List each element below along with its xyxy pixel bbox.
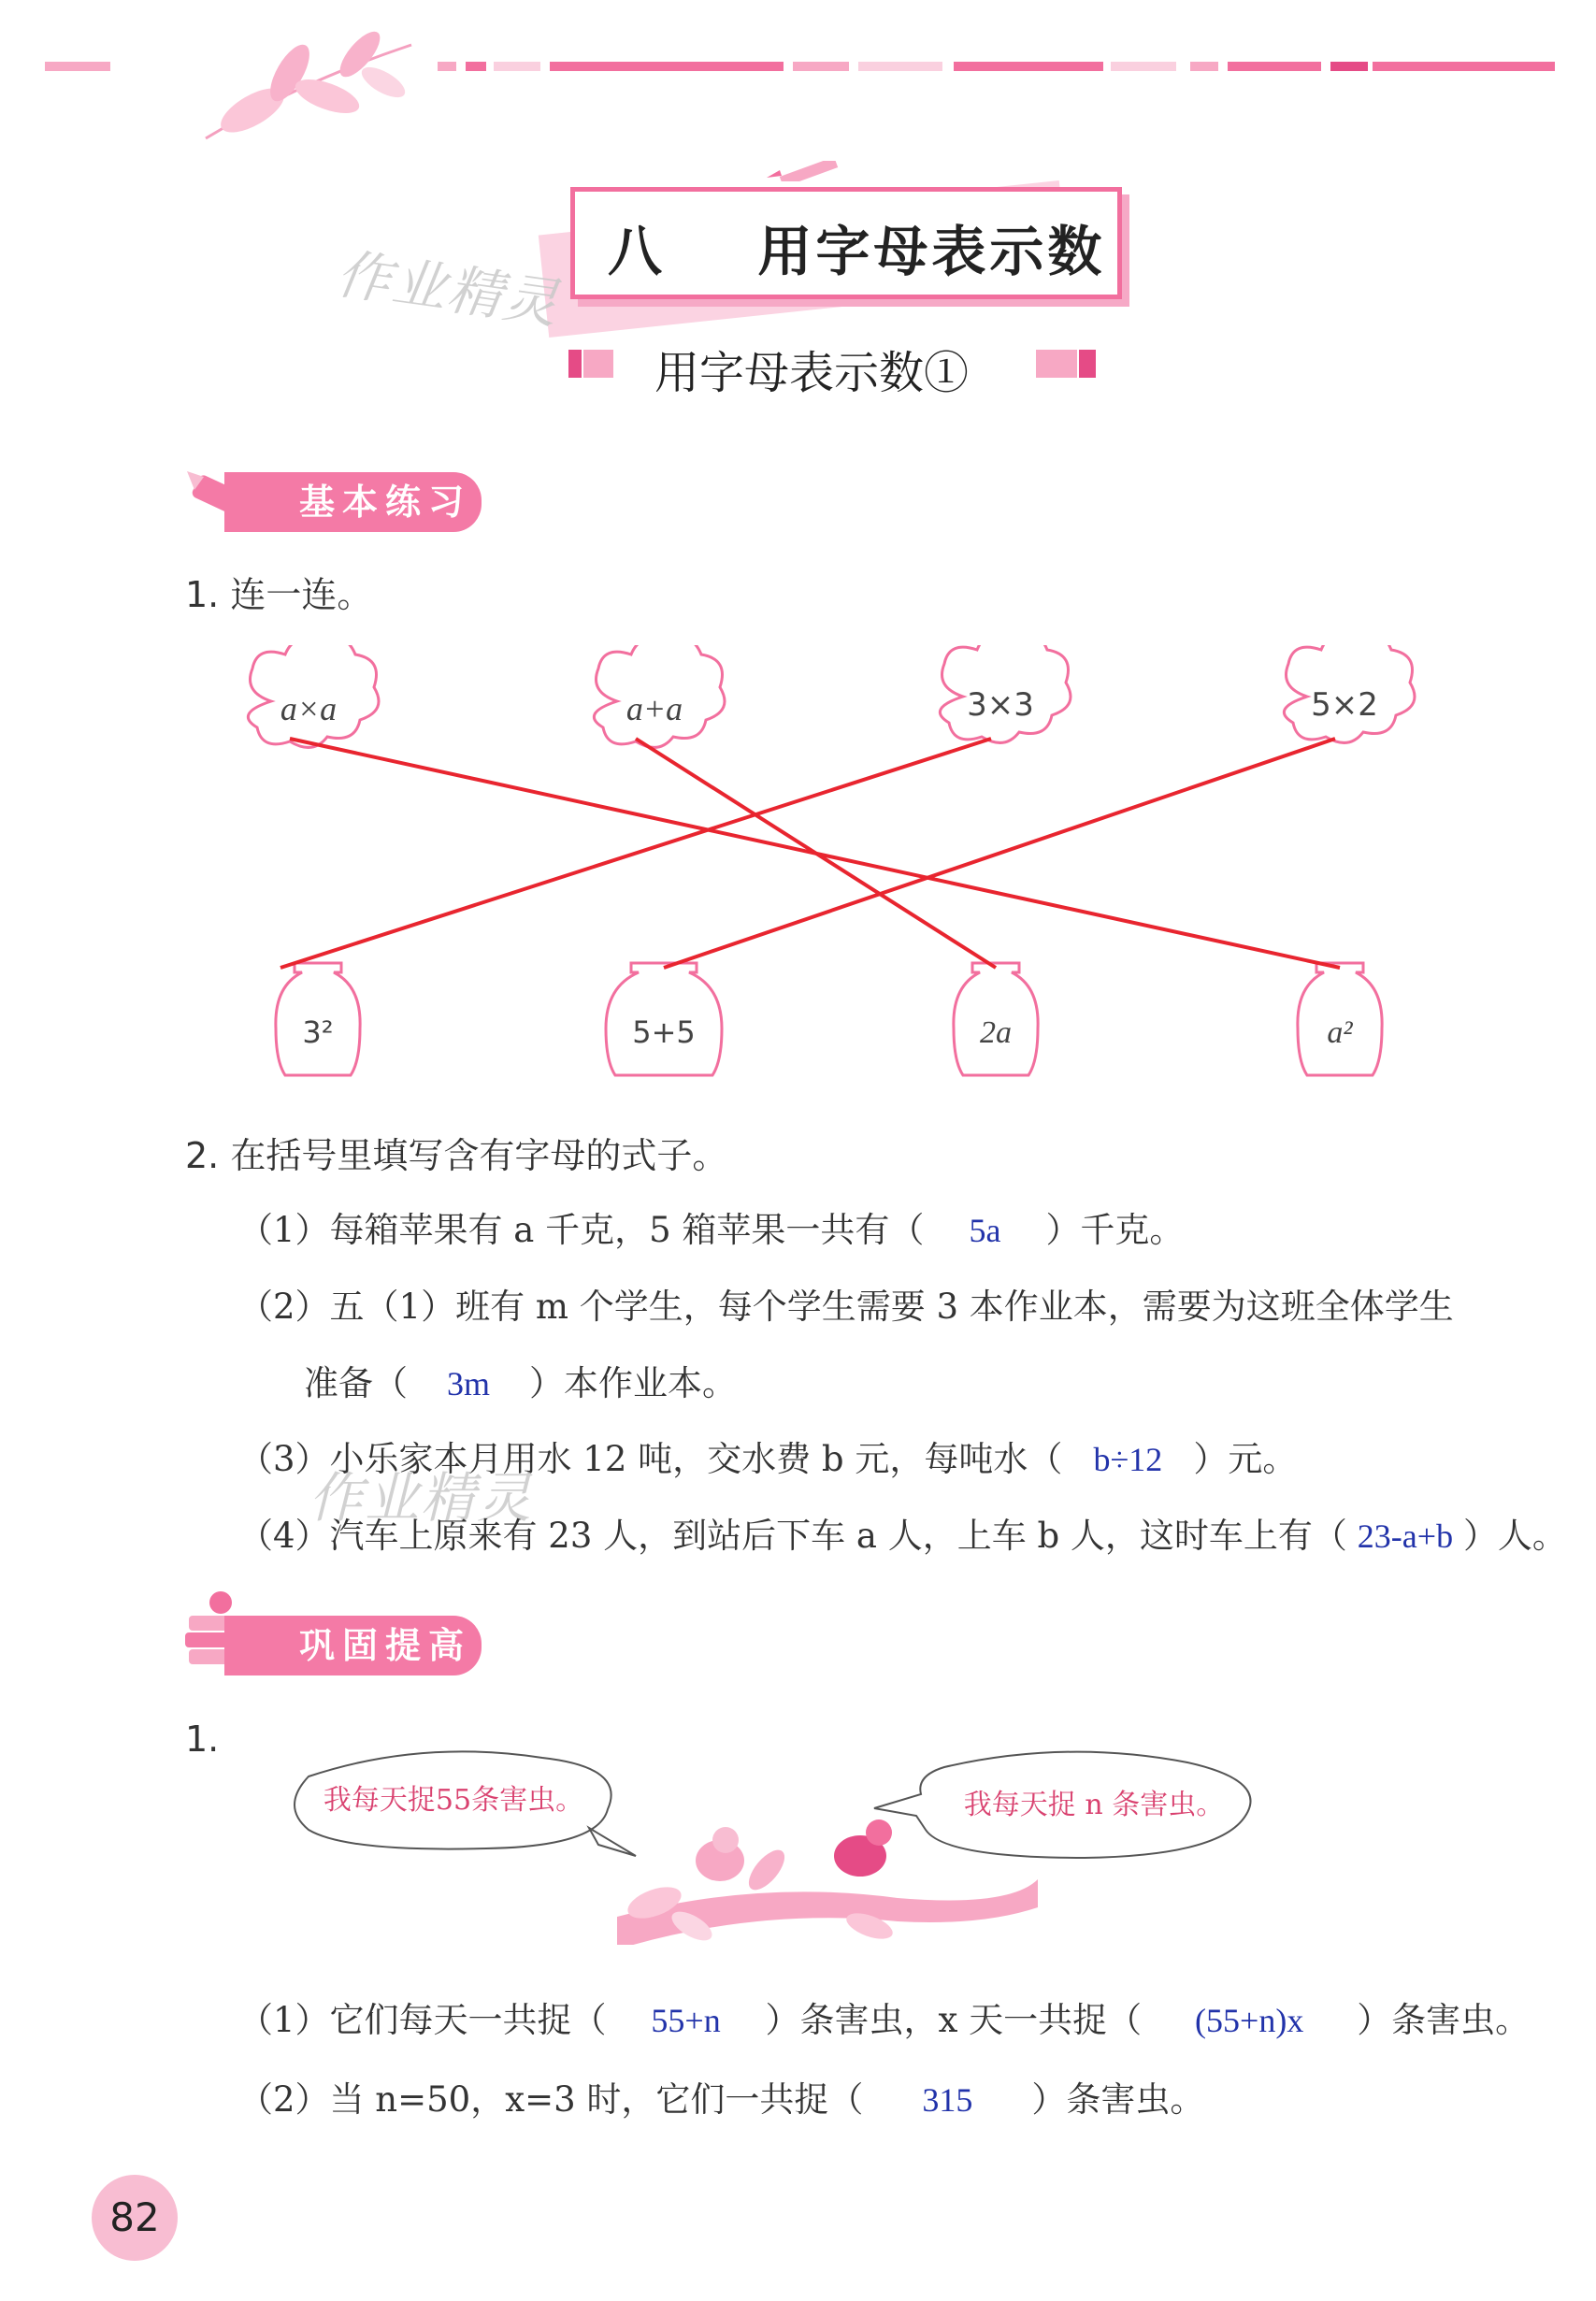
- top-item-2: a+a: [625, 690, 683, 727]
- vase-2a: [954, 963, 1038, 1075]
- top-item-3: 3×3: [967, 686, 1034, 724]
- birds-speech-illustration: [280, 1739, 1309, 1945]
- q1-label: 1. 连一连。: [185, 574, 373, 615]
- q2-item-2-end: ）本作业本。: [529, 1363, 737, 1403]
- q3-item-1-mid: ）条害虫，x 天一共捉（: [765, 2000, 1143, 2040]
- section-basic-practice: 基本练习: [224, 472, 482, 532]
- subtitle-marker-left: [568, 348, 613, 380]
- page-number: 82: [109, 2194, 160, 2240]
- q3-item-1: [238, 1992, 1530, 2042]
- q3-item-2-answer[interactable]: 315: [922, 2081, 973, 2119]
- top-item-1: a×a: [280, 690, 338, 727]
- top-item-4: 5×2: [1311, 686, 1378, 724]
- q2-item-2-cont-text: 准备（: [304, 1363, 408, 1403]
- q2-item-1-text: （1）每箱苹果有 a 千克，5 箱苹果一共有（: [238, 1210, 925, 1250]
- flower-5-times-2: [1284, 645, 1415, 742]
- subtitle: 用字母表示数①: [654, 347, 970, 399]
- connection-lines: [280, 739, 1340, 968]
- bottom-item-2: 5+5: [632, 1014, 696, 1050]
- q2-label: 2. 在括号里填写含有字母的式子。: [185, 1135, 728, 1176]
- bottom-item-3: 2a: [980, 1015, 1012, 1050]
- q2-item-2-cont: [304, 1355, 737, 1405]
- q3-item-1-answer-b[interactable]: (55+n)x: [1195, 2002, 1304, 2039]
- vase-5-plus-5: [606, 963, 722, 1075]
- q3-item-1-answer-a[interactable]: 55+n: [651, 2002, 721, 2039]
- q2-item-4-text: （4）汽车上原来有 23 人，到站后下车 a 人，上车 b 人，这时车上有（: [238, 1516, 1347, 1556]
- q2-item-3-end: ）元。: [1193, 1439, 1298, 1479]
- flower-3-times-3: [940, 645, 1071, 742]
- q2-item-3-text: （3）小乐家本月用水 12 吨，交水费 b 元，每吨水（: [238, 1439, 1063, 1479]
- q2-item-2-answer[interactable]: 3m: [446, 1365, 490, 1402]
- q3-item-2: [238, 2071, 1204, 2121]
- q2-item-2: （2）五（1）班有 m 个学生，每个学生需要 3 本作业本，需要为这班全体学生: [238, 1287, 1454, 1327]
- leaf-branch-decoration: [187, 17, 421, 157]
- q3-item-2-text: （2）当 n=50，x=3 时，它们一共捉（: [238, 2079, 864, 2120]
- q2-item-4-end: ）人。: [1462, 1516, 1567, 1556]
- q2-item-3-answer[interactable]: b÷12: [1093, 1441, 1163, 1478]
- chapter-number: 八: [608, 220, 667, 283]
- connection-line-3: [280, 739, 991, 968]
- q3-item-1-text: （1）它们每天一共捉（: [238, 2000, 607, 2040]
- chapter-title: [608, 208, 1105, 286]
- vase-3-squared: [276, 963, 360, 1075]
- vase-a-squared: [1298, 963, 1382, 1075]
- connection-line-4: [664, 739, 1335, 968]
- bubble-left-text: 我每天捉55条害虫。: [323, 1784, 584, 1817]
- q2-item-1-end: ）千克。: [1045, 1210, 1185, 1250]
- connection-line-2: [636, 739, 996, 968]
- chapter-title-text: 用字母表示数: [757, 220, 1106, 283]
- q3-item-1-end: ）条害虫。: [1357, 2000, 1531, 2040]
- watermark-top: 作业精灵: [332, 241, 564, 337]
- subtitle-marker-right: [1036, 348, 1096, 380]
- bottom-item-1: 3²: [302, 1014, 334, 1050]
- flower-a-plus-a: [594, 645, 725, 747]
- bubble-right-text: 我每天捉 n 条害虫。: [963, 1789, 1225, 1821]
- flower-a-times-a: [248, 645, 379, 747]
- q2-item-4: [238, 1507, 1567, 1558]
- watermark-middle: 作业精灵: [309, 1466, 534, 1530]
- q3-label: 1.: [185, 1719, 220, 1760]
- section-consolidation: 巩固提高: [224, 1616, 482, 1675]
- q2-item-1: [238, 1201, 1184, 1252]
- q3-item-2-end: ）条害虫。: [1031, 2079, 1205, 2120]
- pencil-icon: [767, 161, 851, 181]
- q2-item-4-answer[interactable]: 23-a+b: [1357, 1517, 1454, 1555]
- bottom-item-4: a²: [1327, 1015, 1353, 1050]
- matching-diagram: [224, 645, 1421, 1085]
- q2-item-1-answer[interactable]: 5a: [969, 1212, 1001, 1249]
